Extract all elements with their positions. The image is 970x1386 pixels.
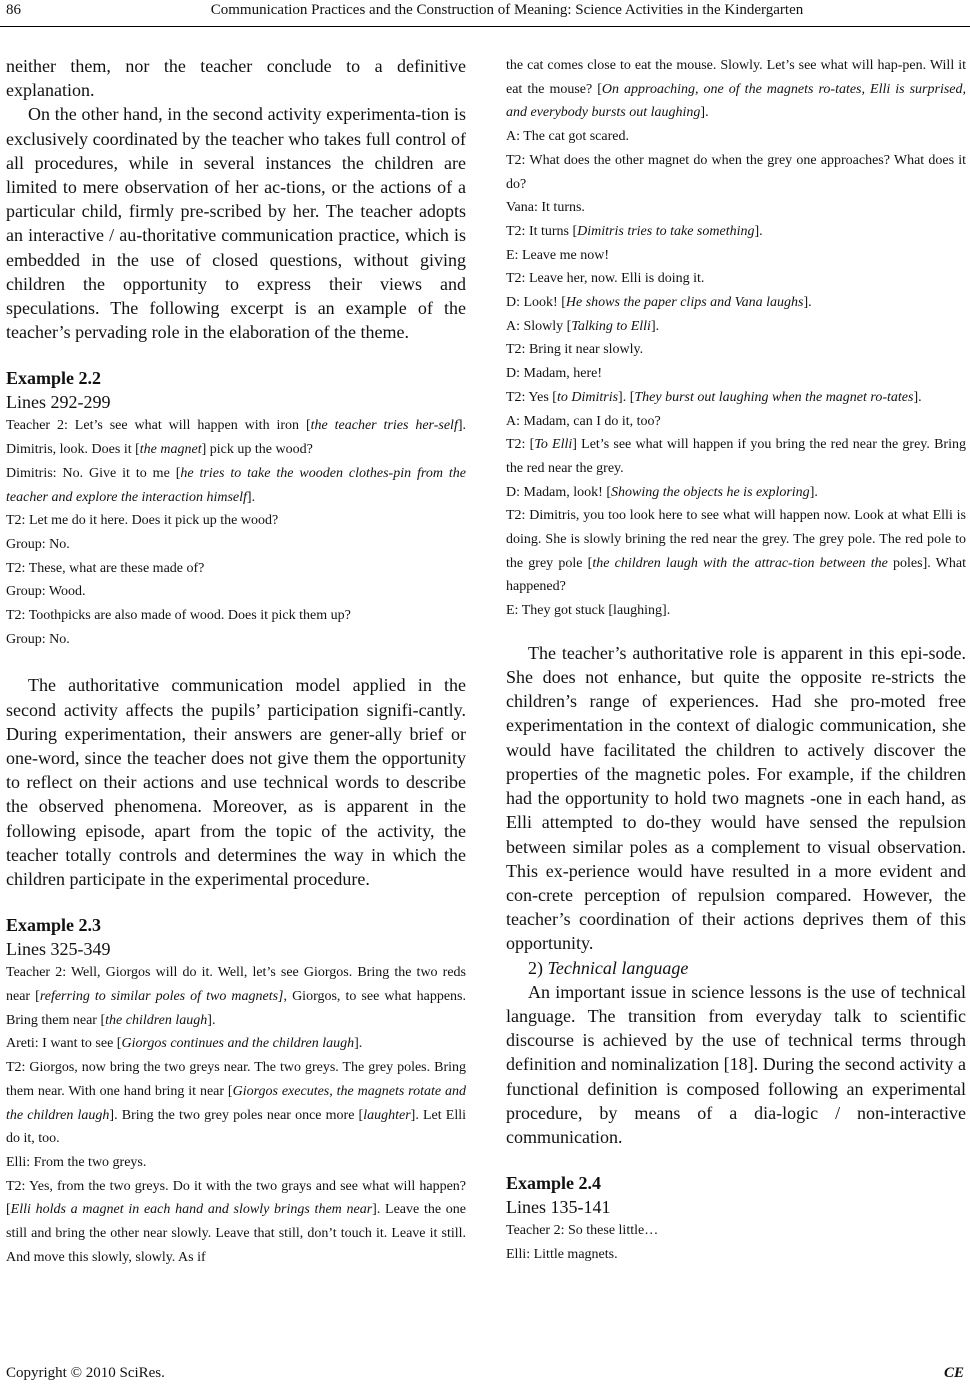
transcript-line: A: Madam, can I do it, too? xyxy=(506,413,661,429)
example-title: Example 2.3 xyxy=(6,915,102,936)
transcript-line: T2: Yes, from the two greys. Do it with the two grays and see what will happen? [Elli holds a magnet in each hand and slowly brings them near]. Leave the one still and bring the other near slowly. Leave that still, don’t touch it. Leave it still. And move this slowly, slowly. As if xyxy=(6,1178,466,1265)
paragraph: An important issue in science lessons is the use of technical language. The transition from everyday talk to scientific discourse is achieved by the use of technical terms through definition and nominalization [18]. During the second activity a functional definition is composed following an experimental procedure, by means of a dia-logic / non-interactive communication. xyxy=(506,981,966,1147)
journal-abbrev: CE xyxy=(943,1365,964,1381)
transcript-line: T2: [To Elli] Let’s see what will happen if you bring the red near the grey. Bring the red near the grey. xyxy=(506,437,966,476)
copyright-notice: Copyright © 2010 SciRes. xyxy=(6,1365,165,1381)
transcript-line: T2: These, what are these made of? xyxy=(6,560,205,576)
page-header xyxy=(6,0,964,24)
transcript-line: Teacher 2: Well, Giorgos will do it. Well, let’s see Giorgos. Bring the two reds near [referring to similar poles of two magnets], Giorgos, to see what happens. Bring them near [the children laugh]. xyxy=(6,965,466,1028)
right-column xyxy=(506,54,966,1267)
paragraph: On the other hand, in the second activity experimenta-tion is exclusively coordinated by the teacher who takes full control of all procedures, while in several instances the children are limited to mere observation of her ac-tions, or the actions of a particular child, firmly pre-scribed by her. The teacher adopts an interactive / au-thoritative communication practice, which is embedded in the use of closed questions, without giving children the opportunity to express their views and speculations. The following excerpt is an example of the teacher’s pervading role in the elaboration of the theme. xyxy=(6,104,466,343)
transcript-line: Elli: From the two greys. xyxy=(6,1154,147,1170)
transcript-line: T2: Let me do it here. Does it pick up the wood? xyxy=(6,513,279,529)
header-rule xyxy=(0,26,970,27)
transcript-line: E: They got stuck [laughing]. xyxy=(506,603,671,619)
transcript-line: T2: What does the other magnet do when the grey one approaches? What does it do? xyxy=(506,152,966,192)
transcript-line: D: Madam, here! xyxy=(506,366,603,382)
transcript-line: Elli: Little magnets. xyxy=(506,1246,618,1262)
transcript-line: D: Look! [He shows the paper clips and Vana laughs]. xyxy=(506,295,812,311)
transcript-line: E: Leave me now! xyxy=(506,247,610,263)
transcript-line: Teacher 2: Let’s see what will happen with iron [the teacher tries her-self]. Dimitris, look. Does it [the magnet] pick up the wood? xyxy=(6,418,467,458)
transcript-line: T2: Giorgos, now bring the two greys near. The two greys. The grey poles. Bring them near. With one hand bring it near [Giorgos executes, the magnets rotate and the children laugh]. Bring the two grey poles near once more [laughter]. Let Elli do it, too. xyxy=(6,1060,466,1147)
paragraph: The authoritative communication model applied in the second activity affects the pupils’ participation signifi-cantly. During experimentation, their answers are gener-ally brief or one-word, since the teacher does not give them the opportunity to reflect on their actions and use technical words to describe the observed phenomena. Moreover, as is apparent in the following episode, apart from the topic of the activity, the teacher totally controls and determines the way in which the children participate in the experimental procedure. xyxy=(6,675,466,890)
section-heading: 2) Technical language xyxy=(528,957,689,978)
transcript-line: T2: Toothpicks are also made of wood. Does it pick them up? xyxy=(6,608,351,624)
example-lines: Lines 325-349 xyxy=(6,939,111,960)
running-title: Communication Practices and the Construction of Meaning: Science Activities in the Kindergarten xyxy=(210,2,804,18)
transcript-line: T2: Bring it near slowly. xyxy=(506,342,644,358)
transcript-line: Dimitris: No. Give it to me [he tries to take the wooden clothes-pin from the teacher and explore the interaction himself]. xyxy=(6,465,466,505)
example-title: Example 2.4 xyxy=(506,1173,602,1194)
example-lines: Lines 135-141 xyxy=(506,1197,611,1218)
transcript-line: T2: Leave her, now. Elli is doing it. xyxy=(506,271,705,287)
transcript-line: Areti: I want to see [Giorgos continues and the children laugh]. xyxy=(6,1036,363,1052)
transcript-line: Vana: It turns. xyxy=(506,200,585,216)
transcript-line: T2: Dimitris, you too look here to see what will happen now. Look at what Elli is doing. She is slowly brining the red near the grey. The grey pole. The red pole to the grey pole [the children laugh with the attrac-tion between the poles]. What happened? xyxy=(506,508,966,595)
transcript-line: A: Slowly [Talking to Elli]. xyxy=(506,318,660,334)
left-column xyxy=(6,54,466,1269)
transcript-line: the cat comes close to eat the mouse. Slowly. Let’s see what will hap-pen. Will it eat the mouse? [On approaching, one of the magnets ro-tates, Elli is surprised, and everybody bursts out laughing]. xyxy=(506,58,966,121)
page-number: 86 xyxy=(6,2,21,18)
transcript-line: A: The cat got scared. xyxy=(506,129,629,145)
transcript-line: Group: No. xyxy=(6,536,70,552)
paragraph: The teacher’s authoritative role is apparent in this epi-sode. She does not enhance, but quite the opposite re-stricts the children’s range of experiences. Had she pro-moted free experimentation in the context of dialogic communication, she would have facilitated the children to actively discover the properties of the magnetic poles. For example, if the children had the opportunity to hold two magnets -one in each hand, as Elli attempted to do-they would have sensed the repulsion between similar poles as a complement to visual observation. This ex-perience would have resulted in a more evident and con-crete perception of repulsion compared. However, the teacher’s coordination of their actions deprives them of this opportunity. xyxy=(506,642,966,954)
paragraph: neither them, nor the teacher conclude to a definitive explanation. xyxy=(6,56,466,101)
transcript-line: Group: Wood. xyxy=(6,584,86,600)
transcript-line: Group: No. xyxy=(6,631,70,647)
example-lines: Lines 292-299 xyxy=(6,392,111,413)
example-title: Example 2.2 xyxy=(6,368,102,389)
transcript-line: Teacher 2: So these little… xyxy=(506,1223,659,1239)
transcript-line: T2: Yes [to Dimitris]. [They burst out laughing when the magnet ro-tates]. xyxy=(506,389,922,405)
transcript-line: T2: It turns [Dimitris tries to take something]. xyxy=(506,223,763,239)
transcript-line: D: Madam, look! [Showing the objects he is exploring]. xyxy=(506,484,818,500)
